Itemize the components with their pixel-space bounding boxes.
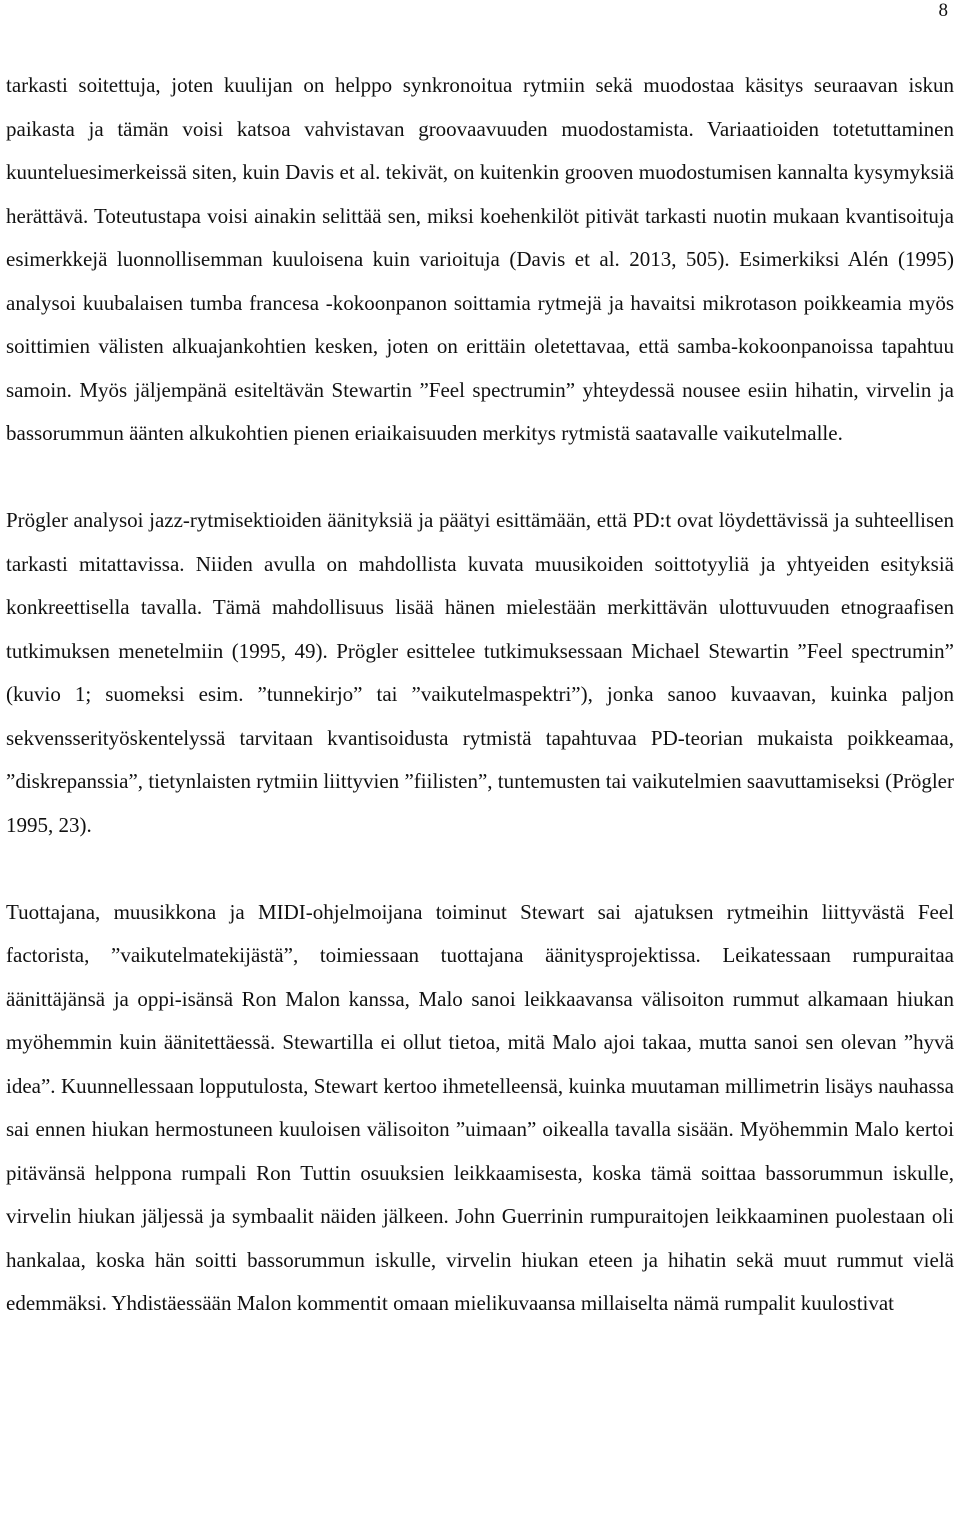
paragraph-stewart-feel-factor: Tuottajana, muusikkona ja MIDI-ohjelmoijana toiminut Stewart sai ajatuksen rytmeihin liittyvästä Feel factorista, ”vaikutelmatekijästä”, toimiessaan tuottajana äänitysprojektissa. Leikatessaan rumpuraitaa äänittäjänsä ja oppi-isänsä Ron Malon kanssa, Malo sanoi leikkaavansa välisoiton rummut alkamaan hiukan myöhemmin kuin äänitettäessä. Stewartilla ei ollut tietoa, mitä Malo ajoi takaa, mutta sanoi sen olevan ”hyvä idea”. Kuunnellessaan lopputulosta, Stewart kertoo ihmetelleensä, kuinka muutaman millimetrin lisäys nauhassa sai ennen hiukan hermostuneen kuuloisen välisoiton ”uimaan” oikealla tavalla sisään. Myöhemmin Malo kertoi pitävänsä helppona rumpali Ron Tuttin osuuksien leikkaamisesta, koska tämä soittaa bassorummun iskulle, virvelin hiukan jäljessä ja symbaalit näiden jälkeen. John Guerrinin rumpuraitojen leikkaaminen puolestaan oli hankalaa, koska hän soitti bassorummun iskulle, virvelin hiukan eteen ja hihatin sekä muut rummut vielä edemmäksi. Yhdistäessään Malon kommentit omaan mielikuvaansa millaiselta nämä rumpalit kuulostivat	[6, 899, 954, 1315]
paragraph-progler-analysis: Prögler analysoi jazz-rytmisektioiden äänityksiä ja päätyi esittämään, että PD:t ovat löydettävissä ja suhteellisen tarkasti mitattavissa. Niiden avulla on mahdollista kuvata muusikoiden soittotyyliä ja yhtyeiden esityksiä konkreettisella tavalla. Tämä mahdollisuus lisää hänen mielestään merkittävän ulottuvuuden etnograafisen tutkimuksen menetelmiin (1995, 49). Prögler esittelee tutkimuksessaan Michael Stewartin ”Feel spectrumin” (kuvio 1; suomeksi esim. ”tunnekirjo” tai ”vaikutelmaspektri”), jonka sanoo kuvaavan, kuinka paljon sekvensserityöskentelyssä tarvitaan kvantisoidusta rytmistä tapahtuvaa PD-teorian mukaista poikkeamaa, ”diskrepanssia”, tietynlaisten rytmiin liittyvien ”fiilisten”, tuntemusten tai vaikutelmien saavuttamiseksi (Prögler 1995, 23).	[6, 508, 954, 837]
page-number: 8	[938, 0, 948, 21]
paragraph-groove-variations: tarkasti soitettuja, joten kuulijan on helppo synkronoitua rytmiin sekä muodostaa käsitys seuraavan iskun paikasta ja tämän voisi katsoa vahvistavan groovaavuuden muodostamista. Variaatioiden totetuttaminen kuunteluesimerkeissä siten, kuin Davis et al. tekivät, on kuitenkin grooven muodostumisen kannalta kysymyksiä herättävä. Toteutustapa voisi ainakin selittää sen, miksi koehenkilöt pitivät tarkasti nuotin mukaan kvantisoituja esimerkkejä luonnollisemman kuuloisena kuin varioituja (Davis et al. 2013, 505). Esimerkiksi Alén (1995) analysoi kuubalaisen tumba francesa -kokoonpanon soittamia rytmejä ja havaitsi mikrotason poikkeamia myös soittimien välisten alkuajankohtien kesken, joten on erittäin oletettavaa, että samba-kokoonpanoissa tapahtuu samoin. Myös jäljempänä esiteltävän Stewartin ”Feel spectrumin” yhteydessä nousee esiin hihatin, virvelin ja bassorummun äänten alkukohtien pienen eriaikaisuuden merkitys rytmistä saatavalle vaikutelmalle.	[6, 73, 954, 445]
document-body	[6, 64, 954, 1326]
